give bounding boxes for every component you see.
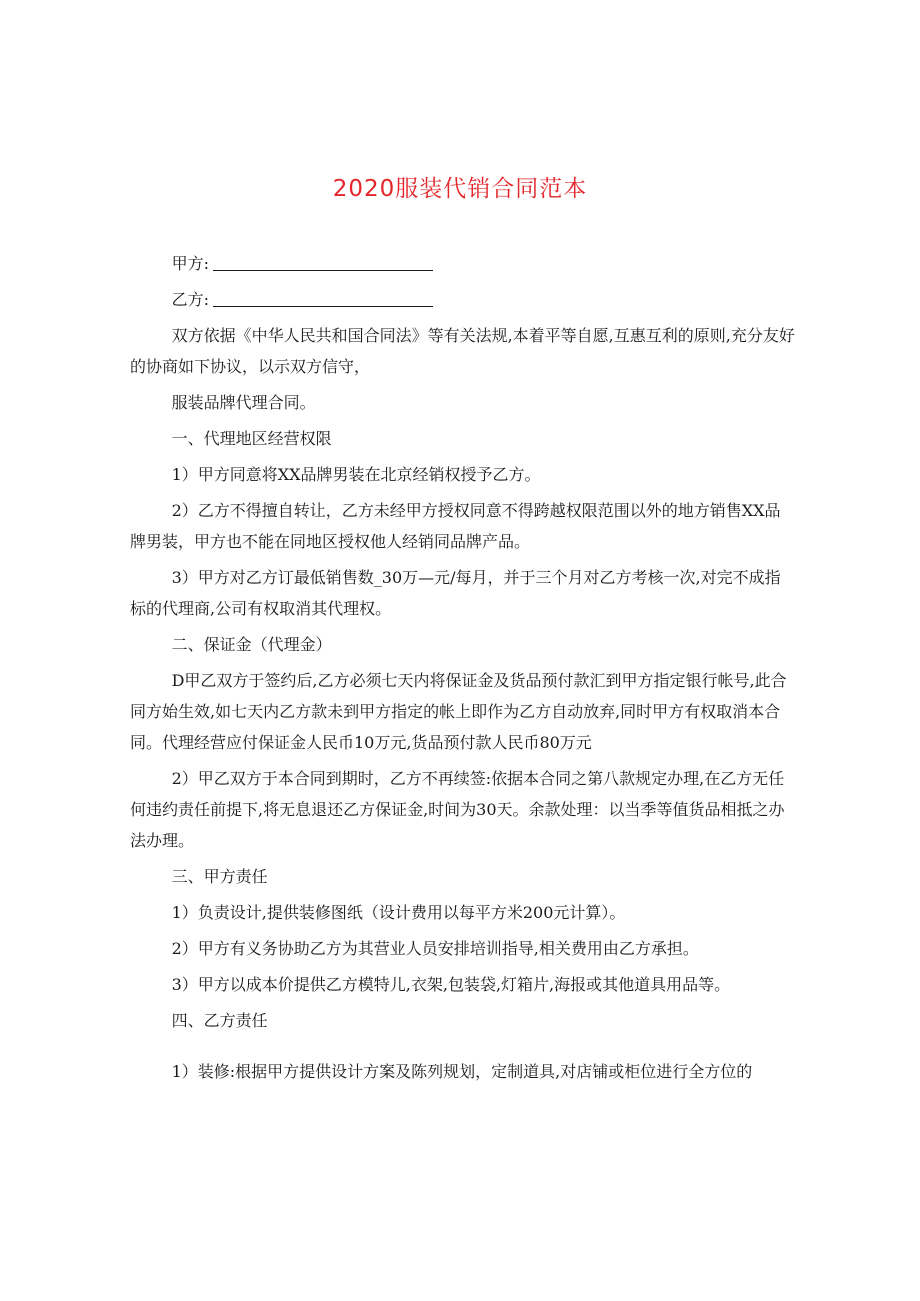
party-b-label: 乙方: [171,290,209,309]
party-a-line [130,248,795,279]
section-1-item-3: 3）甲方对乙方订最低销售数_30万—元/每月，并于三个月对乙方考核一次,对完不成指标的代理商,公司有权取消其代理权。 [130,568,781,618]
contract-name: 服装品牌代理合同。 [171,393,316,412]
party-a-label: 甲方: [171,254,209,273]
section-3-item-3: 3）甲方以成本价提供乙方模特儿,衣架,包装袋,灯箱片,海报或其他道具用品等。 [171,975,731,994]
section-4-item-1: 1）装修:根据甲方提供设计方案及陈列规划，定制道具,对店铺或柜位进行全方位的 [171,1062,753,1081]
section-3-item-1: 1）负责设计,提供装修图纸（设计费用以每平方米200元计算）。 [171,903,626,922]
party-b-line [130,284,795,315]
section-3-heading: 三、甲方责任 [171,867,268,886]
section-1-item-1: 1）甲方同意将XX品牌男装在北京经销权授予乙方。 [171,465,541,484]
document-body [130,248,795,1092]
intro-paragraph: 双方依据《中华人民共和国合同法》等有关法规,本着平等自愿,互惠互利的原则,充分友好的协商如下协议，以示双方信守， [130,326,795,376]
party-b-blank [213,286,433,307]
document-title: 2020服装代销合同范本 [332,176,588,202]
section-1-item-2: 2）乙方不得擅自转让，乙方未经甲方授权同意不得跨越权限范围以外的地方销售XX品牌男装，甲方也不能在同地区授权他人经销同品牌产品。 [130,501,781,551]
party-a-blank [213,250,433,271]
section-3-item-2: 2）甲方有义务协助乙方为其营业人员安排培训指导,相关费用由乙方承担。 [171,939,699,958]
section-2-item-1: D甲乙双方于签约后,乙方必须七天内将保证金及货品预付款汇到甲方指定银行帐号,此合同方始生效,如七天内乙方款未到甲方指定的帐上即作为乙方自动放弃,同时甲方有权取消本合同。代理经营应付保证金人民币10万元,货品预付款人民币80万元 [130,671,787,752]
section-2-heading: 二、保证金（代理金） [171,635,332,654]
section-1-heading: 一、代理地区经营权限 [171,429,332,448]
section-4-heading: 四、乙方责任 [171,1011,268,1030]
section-2-item-2: 2）甲乙双方于本合同到期时，乙方不再续签:依据本合同之第八款规定办理,在乙方无任何违约责任前提下,将无息退还乙方保证金,时间为30天。余款处理：以当季等值货品相抵之办法办理。 [130,769,785,850]
